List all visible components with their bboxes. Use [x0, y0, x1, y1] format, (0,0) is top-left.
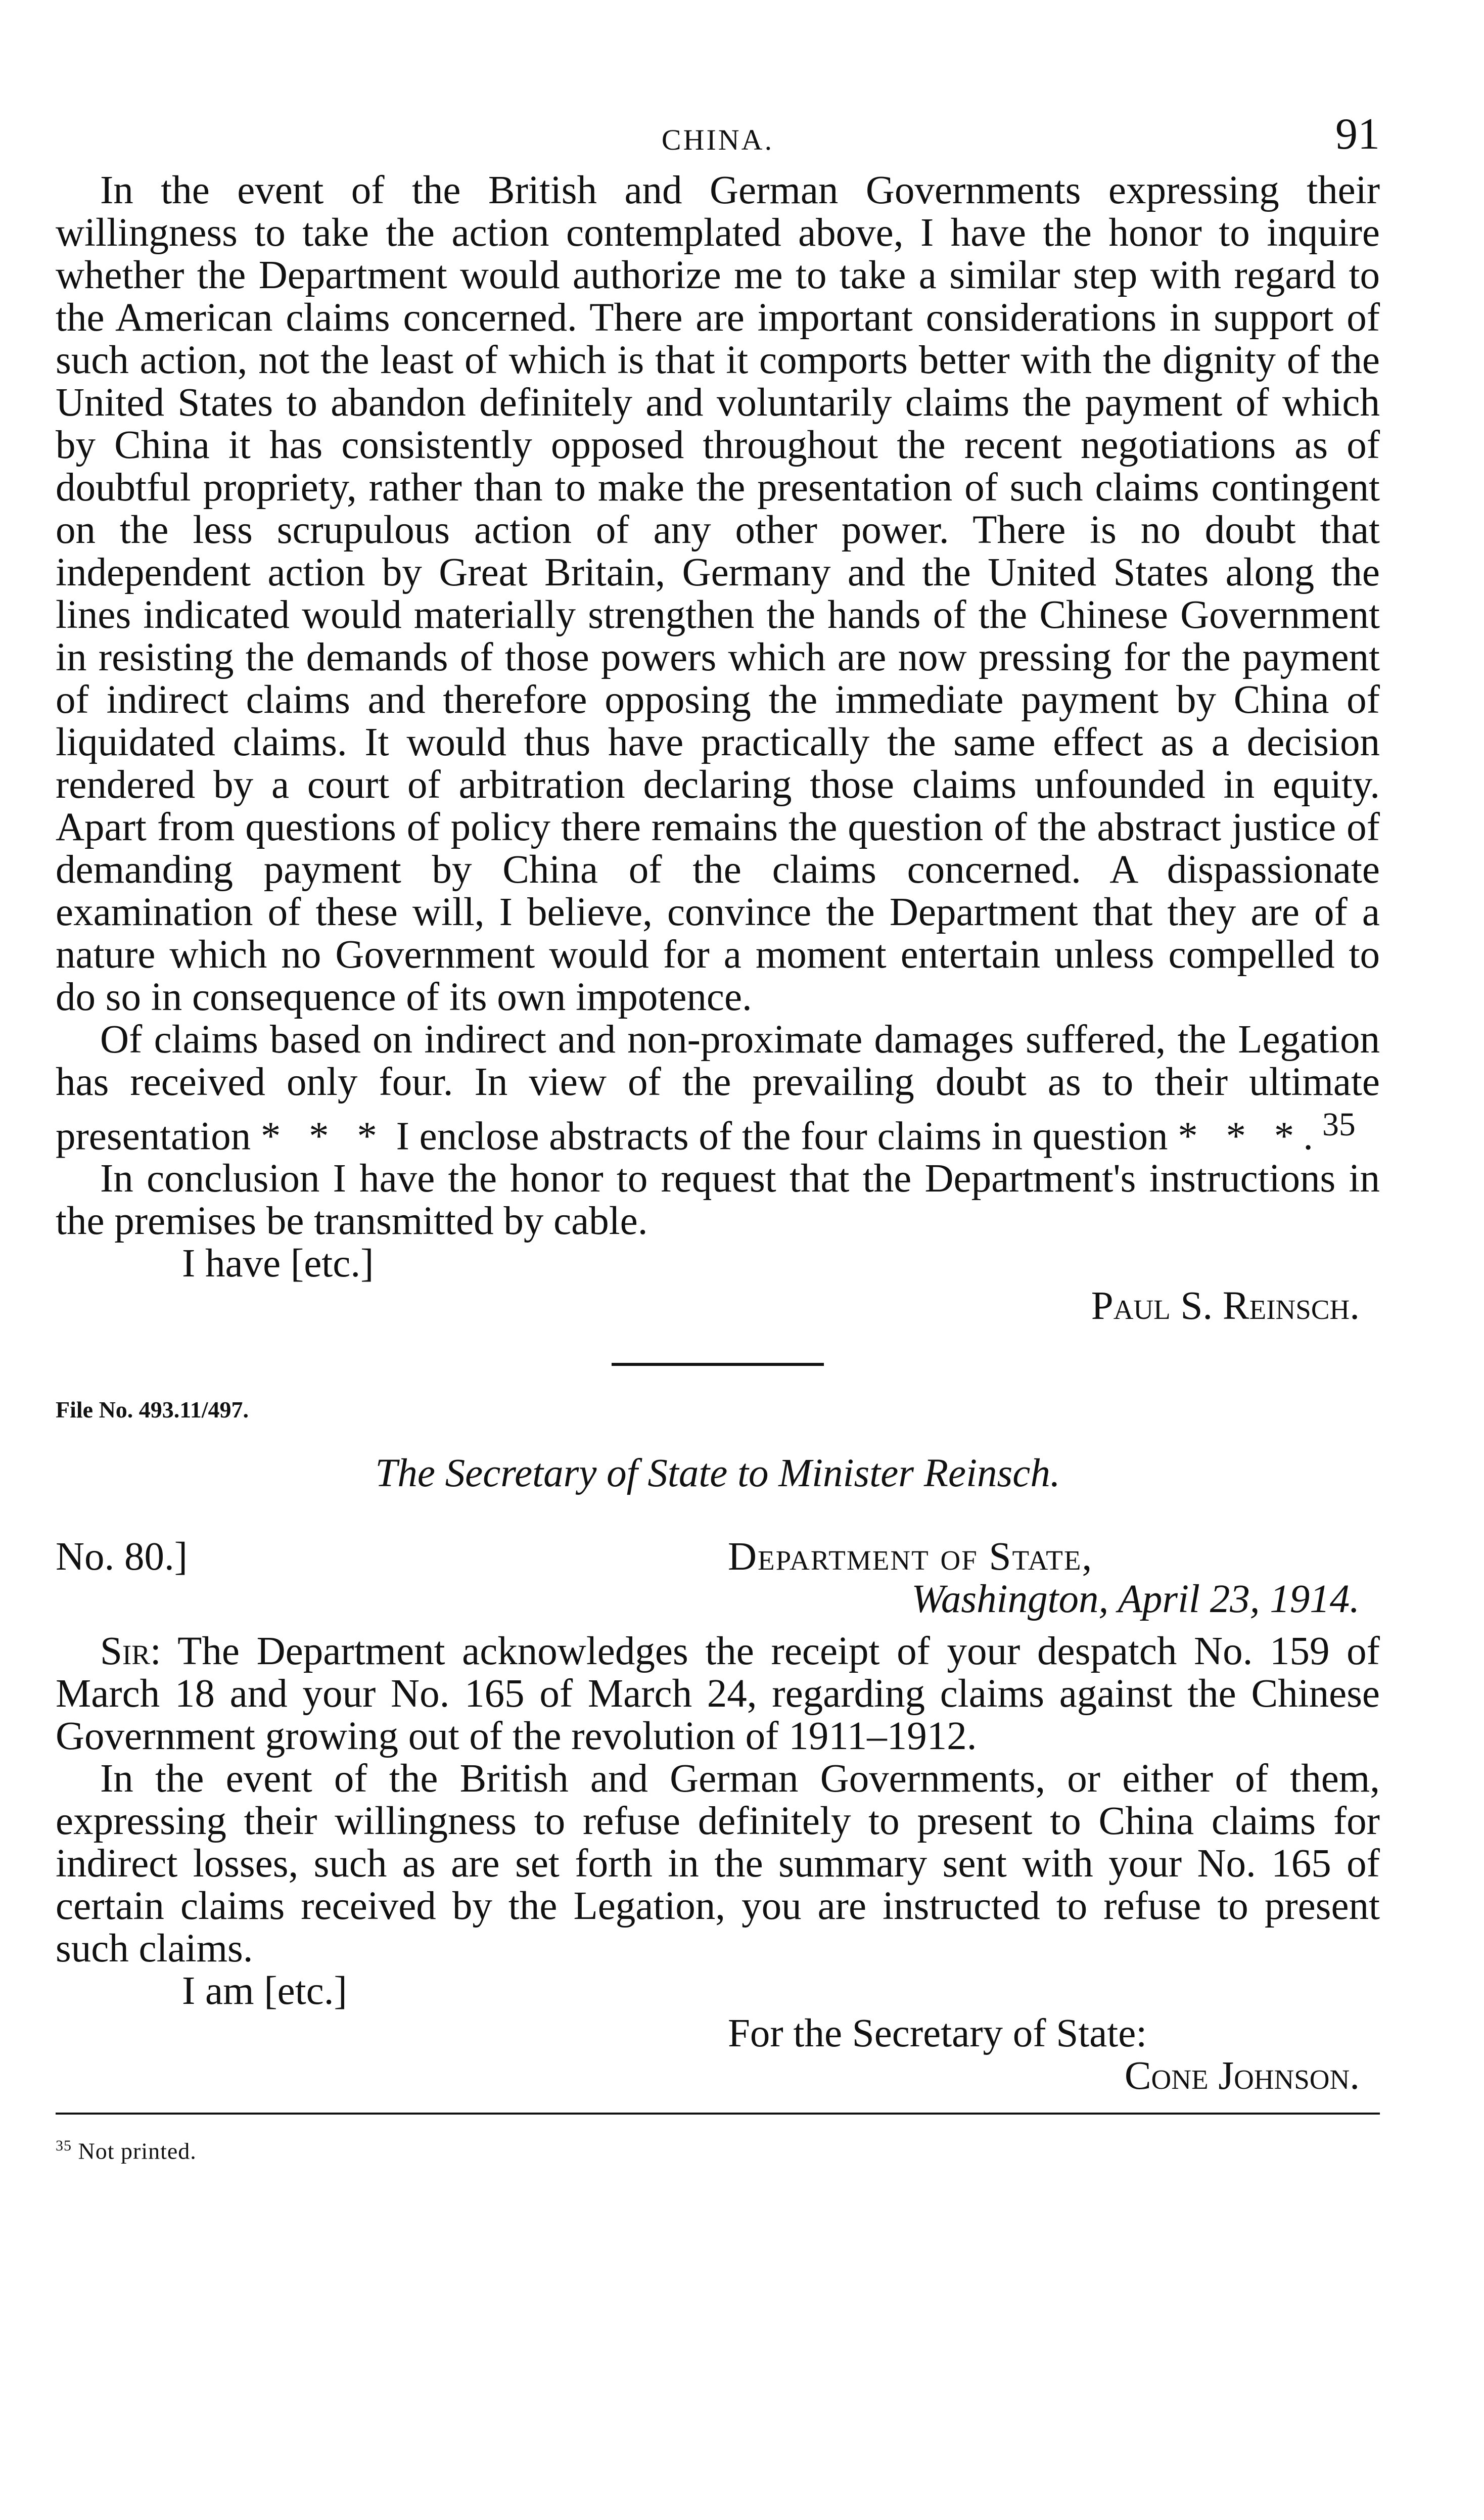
letter1-closing: I have [etc.] [182, 1242, 374, 1286]
for-secretary-line: For the Secretary of State: [728, 2011, 1147, 2056]
department-name: Department of State, [728, 1535, 1093, 1579]
section-divider [612, 1363, 824, 1366]
letter1-paragraph-3: In conclusion I have the honor to request that the Department's instructions in the premises be transmitted by cable. [56, 1157, 1380, 1244]
letter2-closing: I am [etc.] [182, 1969, 347, 2013]
file-number: File No. 493.11/497. [56, 1397, 249, 1423]
footnote-text: Not printed. [78, 2138, 197, 2164]
footnote [56, 2137, 1380, 2164]
page-number: 91 [1335, 110, 1380, 159]
footnote-reference: 35 [1322, 1106, 1356, 1143]
ellipsis-stars: * * * [260, 1114, 386, 1159]
letter2-paragraph-2: In the event of the British and German Governments, or either of them, expressing their willingness to refuse definitely to present to China claims for indirect losses, such as are set forth in the summary sent with your No. 165 of certain claims received by the Legation, you are instructed to refuse to present such claims. [56, 1757, 1380, 1971]
letter1-signature: Paul S. Reinsch. [1091, 1284, 1360, 1328]
running-title: CHINA. [661, 123, 774, 156]
document-heading: The Secretary of State to Minister Reinsch. [375, 1451, 1060, 1496]
place-and-date: Washington, April 23, 1914. [911, 1577, 1360, 1622]
document-page [56, 109, 1380, 2165]
footnote-marker: 35 [56, 2137, 72, 2155]
letter2-signature: Cone Johnson. [1124, 2054, 1360, 2098]
letter1-paragraph-2-part-a: Of claims based on indirect and non-proximate damages suffered, the Legation has received only four. In view of the prevailing doubt as to their ultimate presentation [56, 1018, 1380, 1159]
letter2-paragraph-1 [56, 1630, 1380, 1758]
letter1-paragraph-1: In the event of the British and German Governments expressing their willingness to take the action contemplated above, I have the honor to inquire whether the Department would authorize me to take a similar step with regard to the American claims concerned. There are important considerations in support of such action, not the least of which is that it comports better with the dignity of the United States to abandon definitely and voluntarily claims the payment of which by China it has consistently opposed throughout the recent negotiations as of doubtful propriety, rather than to make the presentation of such claims contingent on the less scrupulous action of any other power. There is no doubt that independent action by Great Britain, Germany and the United States along the lines indicated would materially strengthen the hands of the Chinese Government in resisting the demands of those powers which are now pressing for the payment of indirect claims and therefore opposing the immediate payment by China of liquidated claims. It would thus have practically the same effect as a decision rendered by a court of arbitration declaring those claims unfounded in equity. Apart from questions of policy there remains the question of the abstract justice of demanding payment by China of the claims concerned. A dispassionate examination of these will, I believe, convince the Department that they are of a nature which no Government would for a moment entertain unless compelled to do so in consequence of its own impotence. [56, 168, 1380, 1019]
running-header [56, 109, 1380, 159]
salutation: Sir: [100, 1629, 161, 1674]
letter1-paragraph-2 [56, 1019, 1380, 1158]
despatch-number: No. 80.] [56, 1535, 188, 1579]
footnote-rule [56, 2113, 1380, 2115]
letter2-paragraph-1-text: The Department acknowledges the receipt of your despatch No. 159 of March 18 and your No. 165 of March 24, regarding claims against the Chinese Government growing out of the revolution of 1911–1912. [56, 1629, 1380, 1759]
letterhead [56, 1534, 1380, 1630]
ellipsis-stars: * * *. [1178, 1114, 1322, 1159]
letter1-paragraph-2-part-b: I enclose abstracts of the four claims in question [396, 1114, 1168, 1159]
